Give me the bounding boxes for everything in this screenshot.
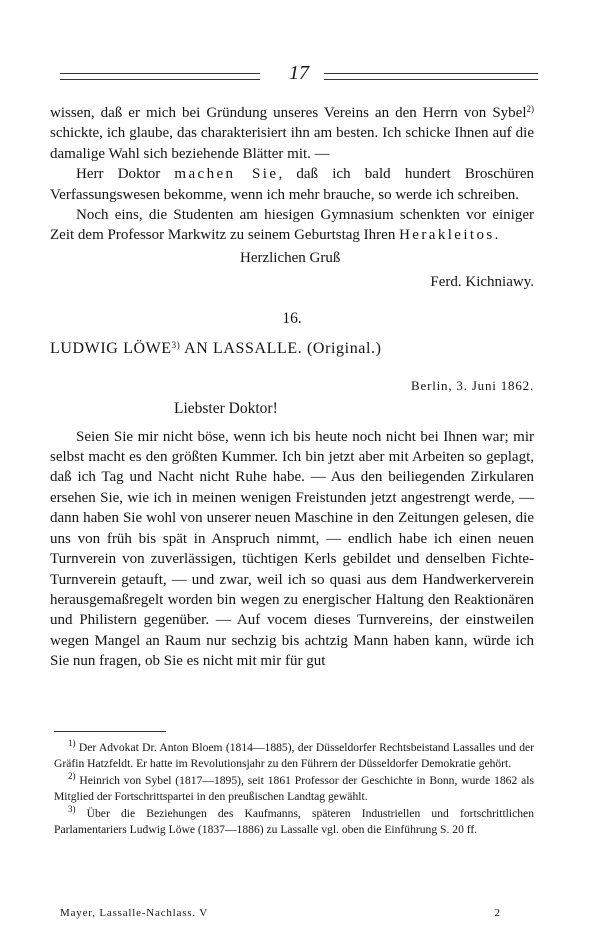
text-run: schickte, ich glaube, das charakterisiert ihn am besten. Ich schicke Ihnen auf die damalige Wahl sich beziehende Blätter mit. — <box>50 125 534 162</box>
footnote-1 <box>54 740 534 771</box>
footnote-ref-2: 2) <box>526 104 534 114</box>
footnote-marker: 2) <box>68 771 76 782</box>
page-number: 17 <box>289 62 309 84</box>
spaced-emphasis: Herakleitos <box>399 227 495 244</box>
footnotes <box>54 740 534 840</box>
text-run: . <box>494 227 499 244</box>
signature-mark: Mayer, Lassalle-Nachlass. V <box>60 907 209 919</box>
main-text <box>50 103 534 672</box>
text-run: Noch eins, die Studenten am hiesigen Gymnasium schenkten vor einiger Zeit dem Professor Markwitz zu seinem Geburtstag Ihren <box>50 207 534 244</box>
letter-16-body: Seien Sie mir nicht böse, wenn ich bis heute noch nicht bei Ihnen war; mir selbst macht es den größten Kummer. Ich bin jetzt aber mit Arbeiten so geplagt, daß ich Tag und Nacht nicht Ruhe habe. — Aus den beiliegenden Zirkularen ersehen Sie, wie ich in meinen wenigen Freistunden jetzt angestrengt werde, — dann haben Sie wohl von unserer neuen Maschine in den Zeitungen gelesen, die uns von früh bis spät in Anspruch nimmt, — endlich habe ich einen neuen Turnverein von zuverlässigen, tüchtigen Kerls gebildet und denselben Fichte-Turnverein getauft, — und zwar, weil ich so quasi aus dem Handwerkerverein herausgemaßregelt worden bin wegen zu energischer Haltung den Reaktionären und Philistern gegenüber. — Auf vocem dieses Turnvereins, der einstweilen wegen Mangel an Raum nur sechzig bis achtzig Mann haben kann, würde ich Sie nun fragen, ob Sie es nicht mit mir für gut <box>50 428 534 670</box>
footnote-3 <box>54 806 534 837</box>
footnote-2 <box>54 773 534 804</box>
footnote-text: Der Advokat Dr. Anton Bloem (1814—1885), der Düsseldorfer Rechtsbeistand Lassalles und der Gräfin Hatzfeldt. Er hatte im Revolutionsjahr zu den Führern der Düsseldorfer Demokratie gehört. <box>54 741 534 770</box>
text-run: Herr Doktor <box>76 166 175 183</box>
letter-15-paragraph-1 <box>50 103 534 164</box>
sheet-number: 2 <box>494 907 500 919</box>
letter-15-paragraph-2 <box>50 164 534 205</box>
letter-salutation: Liebster Doktor! <box>174 399 278 417</box>
letter-15-paragraph-3 <box>50 205 534 246</box>
letter-signature: Ferd. Kichniawy. <box>430 274 534 291</box>
closing-greeting: Herzlichen Gruß <box>240 249 341 266</box>
text-run: LUDWIG LÖWE <box>50 339 172 357</box>
running-header <box>60 62 538 84</box>
footnote-text: Über die Beziehungen des Kaufmanns, späteren Industriellen und fortschrittlichen Parlamentariers Ludwig Löwe (1837—1886) zu Lassalle vgl. oben die Einführung S. 20 ff. <box>54 807 534 836</box>
text-run: wissen, daß er mich bei Gründung unseres Vereins an den Herrn von Sybel <box>50 105 527 121</box>
footnote-text: Heinrich von Sybel (1817—1895), seit 1861 Professor der Geschichte in Bonn, wurde 1862 als Mitglied der Fortschrittspartei in den preußischen Landtag gewählt. <box>54 774 534 803</box>
spaced-emphasis: machen Sie <box>174 166 279 183</box>
footnote-ref-3: 3) <box>171 339 181 350</box>
text-run: , daß ich bald hundert Broschüren Verfassungswesen bekomme, wenn ich mehr brauche, so werde ich schreiben. <box>50 166 535 203</box>
letter-date: Berlin, 3. Juni 1862. <box>411 377 534 393</box>
footnote-divider <box>54 731 166 732</box>
letter-heading <box>50 339 534 359</box>
footnote-marker: 3) <box>68 804 76 815</box>
header-rule-right <box>324 73 538 80</box>
text-run: AN LASSALLE. (Original.) <box>180 339 382 357</box>
letter-number: 16. <box>282 309 302 327</box>
footnote-marker: 1) <box>68 738 76 748</box>
